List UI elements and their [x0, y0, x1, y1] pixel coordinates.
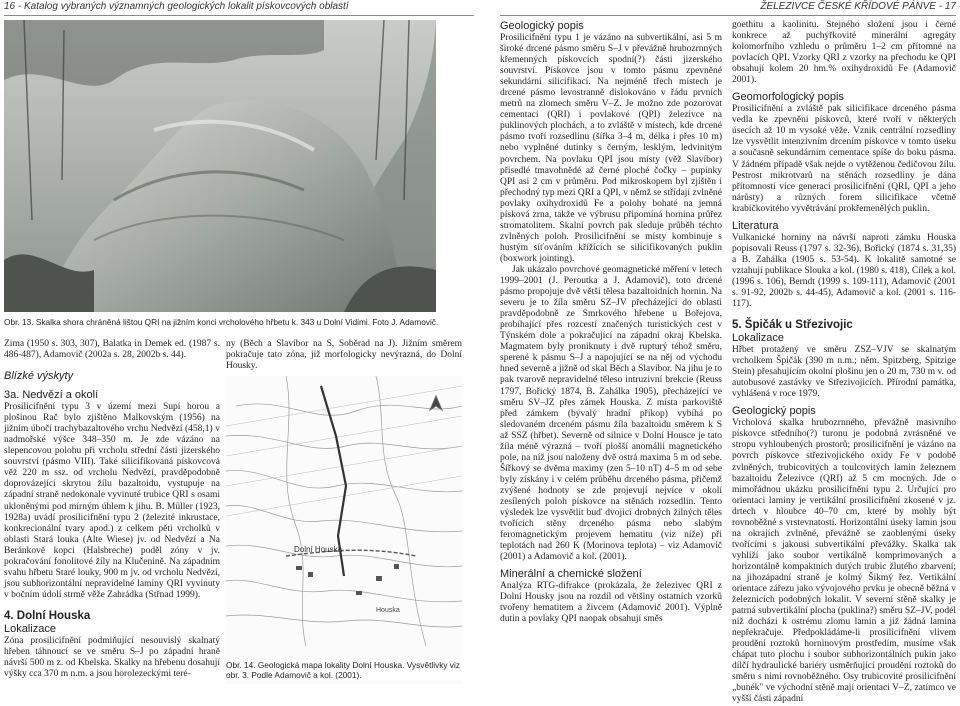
rock-outcrop-photo — [4, 20, 436, 312]
map-label-dolni-houska: Dolní Houska — [294, 545, 343, 554]
heading-5: 5. Špičák u Střezivojic — [732, 319, 853, 332]
left-column — [4, 339, 220, 680]
map-caption: Obr. 14. Geologická mapa lokality Dolní Houska. Vysvětlivky viz obr. 3. Podle Adamovič a kol. (2001). — [226, 660, 462, 680]
right-column-1 — [500, 20, 722, 625]
header-rule-left — [4, 15, 474, 16]
running-header-right: ŽELEZIVCE ČESKÉ KŘÍDOVÉ PÁNVE - 17 — [760, 1, 956, 12]
header-rule-right — [500, 15, 956, 16]
paragraph-4: Zóna prosilicifnění podmiňující nesouvislý skalnatý hřeben táhnoucí se ve směru S–J po západní hraně návrší 500 m z. od Kbelska. Skalky na hřebenu dosahují výšky cca 370 m n.m. a jsou horolezeckými teré- — [4, 635, 220, 680]
heading-lokalizace-5: Lokalizace — [732, 332, 784, 345]
right-column-2 — [732, 20, 956, 706]
paragraph-geologicky-popis-4a: Prosilicifnění typu 1 je vázáno na subvertikální, asi 5 m široké drcené pásmo směru S–J v převážně hrubozrnných křemenných pískovcích spodní(?) části jizerského souvrství. Pískovce jsou v tomto pásmu zpevněné sekundární silicifikací. Na nejméně třech místech je drcené pásmo levostranně dislokováno v řádu prvních metrů na zlomech směru V–Z. Je možno zde pozorovat cementaci (QRI) i povlakové (QPI) železivce na puklinových plochách, a to zvláště v místech, kde drcené pásmo tvoří rozsedlinu (šířka 3–4 m, délka i přes 10 m) nebo vyplněné dutinky s černým, lesklým, ledvinitým povrchem. Na povlaku QPI jsou místy (věž Slavíbor) přisedlé tmavohnědé až černé ploché čočky – pupínky QPI asi 2 cm v průměru. Pod mikroskopem byl zjištěn i přechodný typ mezi QRI a QPI, v němž se střídají zvlněné povlaky oxihydroxidů Fe a polohy bohaté na jemná písková zrna, takže ve výbrusu připomíná hornina průřez stromatolitem. Skalní povrch pak sleduje průběh téchto zvlněných poloh. Prosilicifnění se místy kombinuje s hustým síťováním křížících se silicifikovaných puklin (boxwork jointing). — [500, 33, 722, 264]
middle-paragraph: ny (Běch a Slavíbor na S, Soběrad na J). Jižním směrem pokračuje tato zóna, již morfologicky nevýrazná, do Dolní Housky. — [226, 339, 462, 372]
map-label-houska: Houska — [376, 607, 400, 614]
photo-caption: Obr. 13. Skalka shora chráněná lištou QRI na jižním konci vrcholového hřbetu k. 343 u Dolní Vidimi. Foto J. Adamovič. — [4, 317, 439, 327]
paragraph-lokalizace-5: Hřbet protažený ve směru ZSZ–VJV se skalnatým vrcholkem Špičák (390 m n.m.; něm. Spitzberg, Spitzige Stein) přesahujícím okolní plošinu jen o 20 m, 730 m v. od autobusové zastávky ve Střezivojicích. Přírodní památka, vyhlášená v roce 1979. — [732, 345, 956, 400]
paragraph-geologicky-popis-4b: Jak ukázalo povrchové geomagnetické měření v letech 1999–2001 (J. Peroutka a J. Adamovič), toto drcené pásmo propojuje dvě větší tělesa bazaltoidních hornin. Na severu je to žíla směru SZ–JV přecházející do oblasti pravděpodobně ze Smrkového hřebene u Bořejova, probíhající přes rozcestí značených turistických cest v Týnském dole a pokračující na západní okraj Kbelska. Magmatem byly proniknuty i dvě rupturý téhož směru, sperené k pásmu S–J a napojující se na něj od východu hned severně a jižně od skal Běch a Slavíbor. Na jihu je to pak tvarově nepravidelné těleso intruzivní brekcie (Reuss 1797, Bořický 1874, B. Zahálka 1905), přecházející ve směru SV–JZ přes zámek Houska. Z místa parkoviště před zámkem (bývalý hradní příkop) vybíhá po sledovaném drceném pásmu žíla bazaltoidu směrem k S až SSZ (hřbet). Severně od silnice v Dolní Housce je tato žíla méně výrazná – tvoří plošší anomálii magnetického pole, na níž jsou naloženy dvě ostrá maxima 5 m od sebe. Šířkový se dvěma maximy (zen 5–10 nT) 4–5 m od sebe byly získány i v celém průběhu drceného pásma, přičemž zvýšené hodnoty se zde projevují nejvíce v okolí zesílených poloh pískovce na stěnách rozsedlin. Tento výsledek lze vysvětlit buď dvojicí drobných žilných těles tvořících stěny drceného pásma nebo slabým feromagnetickým projevem hematitu (viz níže) při teplotách nad 260 K (Morinova teplota) – viz Adamovič (2001) a Adamovič a kol. (2001). — [500, 264, 722, 563]
heading-4: 4. Dolní Houska — [4, 609, 91, 622]
heading-geologicky-popis-4: Geologický popis — [500, 20, 584, 32]
heading-literatura: Literatura — [732, 219, 779, 232]
middle-column-text — [226, 339, 462, 372]
heading-nearby: Blízké výskyty — [4, 370, 74, 383]
heading-mineralni-slozeni: Minerální a chemické složení — [500, 568, 642, 581]
paragraph-continuation: goethitu a kaolinitu. Stejného složení jsou i černé konkrece až puchýřkovité minerální agregáty kolomorfního vzhledu o průměru 1–2 cm přítomné na povlacích QPI. Vzorky QRI z vzorky na přechodu ke QPI obsahují kolem 20 hm.% oxihydroxidů Fe (Adamovič 2001). — [732, 20, 956, 86]
heading-geologicky-popis-5: Geologický popis — [732, 405, 816, 418]
heading-3a: 3a. Nedvězí a okolí — [4, 389, 99, 402]
paragraph-3a: Prosilicifnění typu 3 v území mezi Supí horou a plošinou Rač bylo zjištěno Malkovským (1956) na jižním úbočí trachybazaltového vrchu Nedvězí (458,1) v nadmořské výšce 348–350 m. Je zde vázáno na slepencovou polohu při vrcholu střední části jizerského souvrství (pásmo VIII). Také silicifikovaná pískovcová věž 220 m ssz. od vrcholu Nedvězí, pravděpodobně doprovázející skrytou žílu bazaltoidu, vystupuje na západní straně nedokonale vyvinuté trubice QRI s osami ukloněnými pod mírným úhlem k jihu. B. Müller (1923, 1928a) uvádí prosilicifnění typu 2 (železité inkrustace, konkrecionální tvary apod.) z celkem pěti vrcholků v oblasti Stará louka (Alte Wiese) jv. od Nedvězí a Na Beránkově kopci (Halsbreche) poděl zóny v jv. pokračování fonolitové žíly na Klučenině. Na západním svahu hřbetu Staré louky, 900 m jv. od vrcholu Nedvězí, jsou subhorizontální nepravidelné laminy QRI vyvinuty v bočním údolí strmě věže Zahrádka (Střnad 1999). — [4, 402, 220, 600]
heading-geomorfologicky-popis: Geomorfologický popis — [732, 91, 844, 104]
intro-citations: Zima (1950 s. 303, 307), Balatka in Demek ed. (1987 s. 486-487), Adamovič (2002a s. 28, 2002b s. 44). — [4, 339, 220, 361]
geological-map — [226, 376, 462, 684]
heading-lokalizace-4: Lokalizace — [4, 622, 56, 635]
paragraph-literatura: Vulkanické horniny na návrší naproti zámku Houska popisovali Reuss (1797 s. 32-36), Bořický (1874 s. 31,35) a B. Zahálka (1905 s. 53-54). K lokalitě samotné se vztahují publikace Slouka a kol. (1980 s. 418), Cílek a kol. (1996 s. 106), Berndt (1999 s. 109-111), Adamovič (2001 s. 91-92, 2002b s. 44-45), Adamovič a kol. (2001 s. 116-117). — [732, 232, 956, 310]
paragraph-mineralni-slozeni: Analýza RTG-difrakce (prokázala, že železivec QRI z Dolní Housky jsou na rozdíl od většiny ostatních vzorků tvořeny hematitem a živcem (Adamovič 2001). Výplně dutin a povlaky QPI naopak obsahují směs — [500, 581, 722, 625]
paragraph-geologicky-popis-5: Vrcholová skalka hrubozrnného, převážně masivního pískovce středního(?) turonu je podobná zvrásněné ve stropu vyhloubených prostorů; prosilicifnění je vázáno na povrch pískovce střezivojického oxidy Fe v podobě zvlněných, trubicovitých a toulcovitých lamin železnem bazaltoidu Železivce (QRI) až 5 cm mocných. Jde o mimořádnou ukázku prosilicifnění typu 2. Určující pro orientaci laminy je vertikální prosilicifnění zkosené v jz. drtech v hloubce 40–70 cm, které by mohly být rovnoběžné s vrstevnatostí. Horizontální úseky lamin jsou na okrajích zvlněné, převážně se zaoblenými úseky tvořícími s jakousi subvertikální převážky. Skalka tak vyhlíží jako soubor vertikálně komprimovaných a horizontálně kompaktních dutých trubic žlutého zbarvení; na jihozápadní straně je kolmý Šikmý řez. Vertikální orientace zářezu jako vývojového prvku je obecně běžná v železnicích podobných lokalit. V severní stěně skalky je patrná subvertikální plocha (puklina?) směru SZ–JV, podél níž dochází k ostrému zlomu lamin a již žádná lamina nepřekračuje. Předpokládáme-li prosilicifnění vlivem proudění roztoků horninovým prostředím, musíme však chápat tuto plochu i soubor subhorizontálních pukin jako dílčí hydraulické bariéry usměrňující proudění roztoků do směru s nimi rovnoběžného. Osy trubicovité prosilicifnění „bunék" ve východní stěně mají orientaci V–Z, zatímco ve vyšší části západní — [732, 418, 956, 705]
paragraph-geomorfologicky-popis: Prosilicifnění a zvláště pak silicifikace drceného pásma vedla ke zpevnění pískovců, které tvoří v některých úsecích až 10 m vysoké věže. Vznik centrální rozsedliny lze vysvětlit intenzivním drcením pískovce v tomto úseku a současně sekundárním cementace spíše do boku pásma. V žádném případě však nejde o vytěženou čedičovou žílu. Pestrost mikrotvarů na stěnách rozsedliny je dána přítomností více generací prosilicifnění (QRI, QPI a jeho nárůsty) a různých forem silicifikace včetně krabičkovitého vyvětrávání prokřemenělých puklin. — [732, 104, 956, 214]
running-header-left: 16 - Katalog vybraných významných geologických lokalit pískovcových oblastí — [4, 1, 349, 12]
